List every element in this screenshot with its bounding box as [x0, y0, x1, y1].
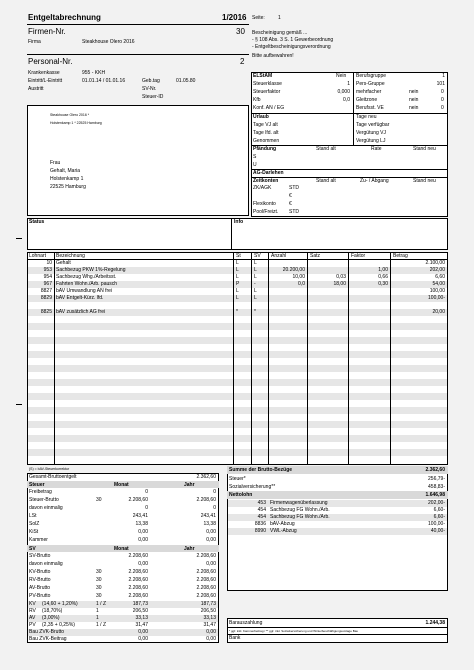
row-stripe [28, 393, 447, 400]
beitrag-rate: (14,60 + 1,20%) [42, 601, 78, 607]
steuerklasse-value: 1 [347, 81, 350, 87]
mehrfacher-value: nein [409, 89, 419, 95]
steuerfaktor-label: Steuerfaktor [253, 89, 281, 95]
table-cell: Gehalt [56, 260, 71, 266]
note-line: - § 108 Abs. 3 S. 1 Gewerbeordnung [252, 37, 334, 43]
beitrag-monat: 33,13 [135, 615, 148, 621]
berufsst-value: nein [409, 105, 419, 111]
pfaendung-stand-alt: Stand alt [316, 146, 336, 152]
elstam-value: Nein [336, 73, 347, 79]
row-stripe [28, 449, 447, 456]
steuer-row-label: davon einmalig [29, 505, 63, 511]
zeitkonten-unit: STD [289, 185, 299, 191]
steuer-row-label: Steuer-Brutto [29, 497, 59, 503]
zeitkonten-unit: STD [289, 209, 299, 215]
info-label: Info [234, 219, 244, 225]
sv-row-jahr: 2.208,60 [196, 569, 216, 575]
beitrag-label: KV [29, 601, 36, 607]
urlaub-right: Tage verfügbar [356, 122, 390, 128]
kfb-value: 0,0 [343, 97, 350, 103]
beitrag-label: RV [29, 608, 36, 614]
beitrag-jahr: 0,00 [206, 629, 216, 635]
abzug-label: Sachbezug FG Wohn./Arb. [270, 514, 330, 520]
zeitkonten-zu-abgang: Zu- / Abgang [360, 178, 389, 184]
table-cell: 8827 [40, 288, 52, 294]
personal-label: Personal-Nr. [28, 57, 73, 66]
pfaendung-label: Pfändung [253, 146, 277, 152]
svnr-label: SV-Nr. [142, 86, 157, 92]
sv-row-label: PV-Brutto [29, 593, 51, 599]
urlaub-right: Vergütung VJ [356, 130, 387, 136]
kfb-label: Kfb [253, 97, 261, 103]
sv-row-monat: 2.208,60 [128, 577, 148, 583]
urlaub-right: Tage neu [356, 114, 377, 120]
sv-label: SV [29, 546, 36, 552]
footnote: (S) = bAV-Steuerkorrektur [29, 467, 70, 471]
abzug-value: 6,60- [433, 507, 445, 513]
abzug-label: VWL-Abzug [270, 528, 297, 534]
sv-row-monat: 0,00 [138, 561, 148, 567]
urlaub-row: Tage VJ alt [253, 122, 278, 128]
zeitkonten-stand-neu: Stand neu [413, 178, 436, 184]
abzug-value: 100,00- [428, 521, 445, 527]
abzug-nr: 454 [257, 507, 266, 513]
sv-row-monat: 2.208,60 [128, 553, 148, 559]
geb-label: Geb.tag [142, 78, 160, 84]
brutto-value: 2.362,60 [425, 467, 445, 473]
steuer-row-monat: 243,41 [132, 513, 148, 519]
personal-nr: 2 [240, 57, 245, 66]
firma-label: Firma [28, 39, 41, 45]
table-cell: 0,03 [336, 274, 346, 280]
gleitzone-num: 0 [441, 97, 444, 103]
col-header: Anzahl [271, 253, 287, 259]
zeitkonten-unit: € [289, 193, 292, 199]
steuer-row-jahr: 0,00 [206, 537, 216, 543]
table-cell: 54,00 [432, 281, 445, 287]
zeitkonten-stand-alt: Stand alt [316, 178, 336, 184]
table-cell: 100,00- [428, 295, 445, 301]
table-cell: L [236, 288, 239, 294]
sv-monat: Monat [114, 546, 129, 552]
table-cell: 953 [43, 267, 52, 273]
austritt-label: Austritt [28, 86, 44, 92]
beitrag-label: AV [29, 615, 36, 621]
steuer-row-jahr: 0 [213, 489, 216, 495]
beitrag-code: 1 / Z [96, 622, 107, 628]
table-cell: L [236, 260, 239, 266]
table-cell: 0,66 [378, 274, 388, 280]
row-stripe [28, 435, 447, 442]
steuer-row-monat: 0,00 [138, 537, 148, 543]
netto-value: 1.646,98 [425, 492, 445, 498]
pfaendung-rate: Rate [371, 146, 382, 152]
col-header: Faktor [351, 253, 366, 259]
beitrag-rate: (2,35 + 0,25%) [42, 622, 75, 628]
sv-row-jahr: 2.208,60 [196, 553, 216, 559]
note-line: Bescheinigung gemäß ... [252, 30, 308, 36]
table-cell: * [236, 309, 238, 315]
col-header: Betrag [393, 253, 408, 259]
steuer-row-monat: 0,00 [138, 529, 148, 535]
beitrag-monat: 187,73 [132, 601, 148, 607]
zeitkonten-label: Zeitkonten [253, 178, 279, 184]
abzug-label: Firmenwagenüberlassung [270, 500, 328, 506]
sender-line: Steakhouse Olero 2016 * [50, 113, 90, 117]
table-cell: 10 [46, 260, 52, 266]
period: 1/2016 [222, 13, 247, 22]
steuer-row-jahr: 0 [213, 505, 216, 511]
beitrag-jahr: 33,13 [203, 615, 216, 621]
table-cell: 2.100,00 [425, 260, 445, 266]
auszahlung-label: Barauszahlung [229, 620, 263, 626]
steuer-row-jahr: 243,41 [200, 513, 216, 519]
sv-row-days: 30 [96, 577, 102, 583]
table-cell: L [254, 295, 257, 301]
darlehen-label: AG-Darlehen [253, 170, 284, 176]
pfaendung-row: S [253, 154, 257, 160]
krankenkasse-label: Krankenkasse [28, 70, 60, 76]
col-header: SV [254, 253, 261, 259]
beitrag-code: 1 / Z [96, 601, 107, 607]
steuer-monat: Monat [114, 482, 129, 488]
table-cell: 0,30 [378, 281, 388, 287]
zeitkonten-row: Pool/Freizt. [253, 209, 279, 215]
sv-row-days: 30 [96, 569, 102, 575]
zeitkonten-unit: € [289, 201, 292, 207]
table-cell: 1,00 [378, 267, 388, 273]
gleitzone-value: nein [409, 97, 419, 103]
table-cell: Sachbezug Whg./Arbeitsst. [56, 274, 117, 280]
abzug-label: bAV-Abzug [270, 521, 295, 527]
krankenkasse: 955 - KKH [82, 70, 106, 76]
sv-row-label: SV-Brutto [29, 553, 51, 559]
steuer-row-monat: 13,38 [135, 521, 148, 527]
beitrag-rate: (18,70%) [42, 608, 63, 614]
geb: 01.05.80 [176, 78, 196, 84]
sv-row-jahr: 2.208,60 [196, 593, 216, 599]
pfaendung-row: U [253, 162, 257, 168]
steuer-row-label: Kammer [29, 537, 48, 543]
steuer-row-monat: 2.208,60 [128, 497, 148, 503]
steuerid-label: Steuer-ID [142, 94, 164, 100]
table-cell: 0,0 [298, 281, 305, 287]
table-cell: 18,00 [333, 281, 346, 287]
mehrfacher-label: mehrfacher [356, 89, 382, 95]
col-header: Bezeichnung [56, 253, 85, 259]
abzug-value: 40,00- [430, 528, 445, 534]
sv-row-label: RV-Brutto [29, 577, 51, 583]
table-cell: Sachbezug PKW 1%-Regelung [56, 267, 126, 273]
col-header: Satz [310, 253, 321, 259]
table-cell: 100,00 [429, 288, 445, 294]
urlaub-row: Tage lfd. alt [253, 130, 279, 136]
table-cell: L [254, 267, 257, 273]
brutto-label: Summe der Brutto-Bezüge [229, 467, 293, 473]
table-cell: 10,00 [292, 274, 305, 280]
table-cell: 20.200,00 [282, 267, 305, 273]
steuer-row-monat: 0 [145, 505, 148, 511]
address-line: Frau [50, 160, 61, 166]
steuer-jahr: Jahr [184, 482, 195, 488]
steuer-row-label: SolZ [29, 521, 40, 527]
gleitzone-label: Gleitzone [356, 97, 378, 103]
table-cell: bAV Umwandlung AN frei [56, 288, 113, 294]
sv-row-days: 30 [96, 593, 102, 599]
sv-row-monat: 2.208,60 [128, 585, 148, 591]
sv-row-label: AV-Brutto [29, 585, 51, 591]
address-line: Gehalt, Maria [50, 168, 81, 174]
table-cell: Fahrten Wohn./Arb. pausch [56, 281, 118, 287]
address-line: Holstenkamp 1 [50, 176, 84, 182]
sv-row-jahr: 0,00 [206, 561, 216, 567]
sv-row-monat: 2.208,60 [128, 593, 148, 599]
steuer-row-monat: 0 [145, 489, 148, 495]
sv-row-jahr: 2.208,60 [196, 585, 216, 591]
address-line: 22525 Hamburg [50, 184, 86, 190]
abzug-nr: 454 [257, 514, 266, 520]
table-cell: 954 [43, 274, 52, 280]
table-cell: 6,60 [435, 274, 445, 280]
table-cell: 20,00 [432, 309, 445, 315]
beitrag-monat: 31,47 [135, 622, 148, 628]
table-cell: L [254, 274, 257, 280]
sender-line-2: Holstenkamp 1 * 22525 Hamburg [50, 121, 102, 125]
beitrag-jahr: 0,00 [206, 636, 216, 642]
pfaendung-stand-neu: Stand neu [413, 146, 436, 152]
bank-label: Bank [229, 635, 241, 641]
steuer-row-jahr: 2.208,60 [196, 497, 216, 503]
berufsst-label: Berufsst. VE [356, 105, 384, 111]
sv-jahr: Jahr [184, 546, 195, 552]
row-stripe [28, 351, 447, 358]
beitrag-rate: (3,00%) [42, 615, 60, 621]
table-cell: bAV zusätzlich AG frei [56, 309, 106, 315]
sv-sum-value: 458,83- [428, 484, 445, 490]
auszahlung-value: 1.244,38 [425, 620, 445, 626]
table-cell: L [254, 260, 257, 266]
persgruppe-value: 101 [436, 81, 445, 87]
firmen-nr: 30 [236, 27, 245, 36]
col-header: St [236, 253, 241, 259]
sv-row-jahr: 2.208,60 [196, 577, 216, 583]
status-label: Status [29, 219, 45, 225]
zeitkonten-row: ZK/AGK [253, 185, 272, 191]
abzug-nr: 453 [257, 500, 266, 506]
table-cell: * [254, 309, 256, 315]
auszahlung-footnote: * ggf. inkl. Kammerbeitrag / ** ggf. inkl. Sozialversicherung und Winterbeschäftigungsumlage Bau [229, 629, 359, 633]
berufsgruppe-value: 1 [442, 73, 445, 79]
seite-label: Seite: [252, 15, 265, 21]
abzug-value: 202,00- [428, 500, 445, 506]
beitrag-monat: 206,50 [132, 608, 148, 614]
steuerfaktor-value: 0,000 [337, 89, 350, 95]
steuerklasse-label: Steuerklasse [253, 81, 282, 87]
beitrag-monat: 0,00 [138, 629, 148, 635]
table-cell: L [236, 295, 239, 301]
abzug-nr: 8836 [254, 521, 266, 527]
sv-row-monat: 2.208,60 [128, 569, 148, 575]
row-stripe [28, 421, 447, 428]
steuer-row-label: LSt [29, 513, 37, 519]
table-cell: bAV Entgelt-Kürz. lfd. [56, 295, 104, 301]
beitrag-jahr: 206,50 [200, 608, 216, 614]
table-cell: L [254, 288, 257, 294]
table-cell: P [236, 281, 240, 287]
mehrfacher-num: 0 [441, 89, 444, 95]
beitrag-label: Bau ZVK-Brutto [29, 629, 65, 635]
row-stripe [28, 323, 447, 330]
firmen-label: Firmen-Nr. [28, 27, 66, 36]
steuer-row-label: Freibetrag [29, 489, 52, 495]
persgruppe-label: Pers-Gruppe [356, 81, 385, 87]
beitrag-label: Bau ZVK-Beitrag [29, 636, 67, 642]
row-stripe [28, 365, 447, 372]
eintritt-label: Eintritt/L-Eintritt [28, 78, 63, 84]
berufsst-num: 0 [441, 105, 444, 111]
beitrag-label: PV [29, 622, 36, 628]
steuer-row-jahr: 13,38 [203, 521, 216, 527]
table-cell: 8825 [40, 309, 52, 315]
zeitkonten-row: Flexikonto [253, 201, 276, 207]
note-line: Bitte aufbewahren! [252, 53, 294, 59]
row-stripe [28, 407, 447, 414]
beitrag-jahr: 187,73 [200, 601, 216, 607]
note-line: - Entgeltbescheinigungsverordnung [252, 44, 331, 50]
gesamt-value: 2.362,60 [196, 474, 216, 480]
firma-name: Steakhouse Olero 2016 [82, 39, 135, 45]
abzug-value: 6,60- [433, 514, 445, 520]
table-cell: 202,00 [429, 267, 445, 273]
konf-label: Konf. AN / EG [253, 105, 285, 111]
steuer-row-label: KiSt [29, 529, 39, 535]
abzug-label: Sachbezug FG Wohn./Arb. [270, 507, 330, 513]
urlaub-label: Urlaub [253, 114, 269, 120]
steuer-row-days: 30 [96, 497, 102, 503]
sv-row-label: KV-Brutto [29, 569, 51, 575]
table-cell: L [236, 274, 239, 280]
sv-row-days: 30 [96, 585, 102, 591]
eintritt: 01.01.14 / 01.01.16 [82, 78, 126, 84]
beitrag-code: 1 [96, 608, 99, 614]
beitrag-code: 1 [96, 615, 99, 621]
row-stripe [28, 379, 447, 386]
steuer-sum-label: Steuer* [229, 476, 246, 482]
table-cell: L [236, 267, 239, 273]
abzug-nr: 8990 [254, 528, 266, 534]
urlaub-row: Genommen [253, 138, 280, 144]
gesamt-label: Gesamt-Bruttoentgelt [29, 474, 77, 480]
netto-label: Nettolohn [229, 492, 253, 498]
sv-sum-label: Sozialversicherung** [229, 484, 276, 490]
beitrag-jahr: 31,47 [203, 622, 216, 628]
table-cell: - [254, 281, 256, 287]
steuer-sum-value: 256,79- [428, 476, 445, 482]
page-title: Entgeltabrechnung [28, 13, 101, 22]
berufsgruppe-label: Berufsgruppe [356, 73, 387, 79]
col-header: Lohnart [29, 253, 46, 259]
table-cell: 967 [43, 281, 52, 287]
steuer-label: Steuer [29, 482, 45, 488]
row-stripe [28, 337, 447, 344]
steuer-row-jahr: 0,00 [206, 529, 216, 535]
sv-row-label: davon einmalig [29, 561, 63, 567]
elstam-label: ELStAM [253, 73, 273, 79]
table-cell: 8829 [40, 295, 52, 301]
beitrag-monat: 0,00 [138, 636, 148, 642]
seite-value: 1 [278, 15, 281, 21]
urlaub-right: Vergütung LJ [356, 138, 386, 144]
